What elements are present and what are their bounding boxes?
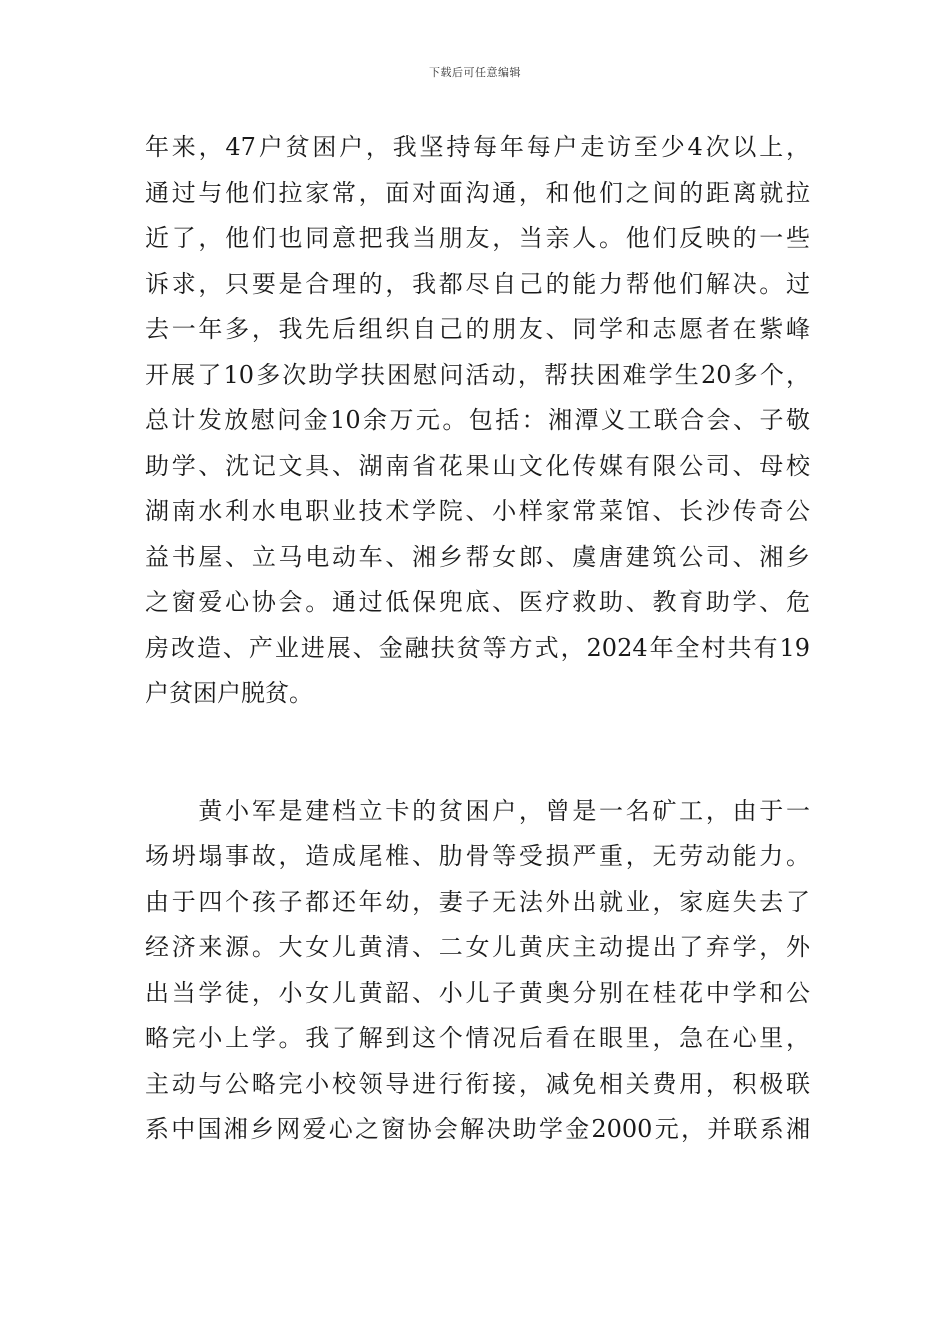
text-line: 近了，他们也同意把我当朋友，当亲人。他们反映的一些 <box>145 224 810 252</box>
paragraph-gap <box>145 717 810 789</box>
text-line: 房改造、产业进展、金融扶贫等方式，2024年全村共有19 <box>145 633 810 662</box>
document-body <box>145 125 810 1153</box>
text-line: 略完小上学。我了解到这个情况后看在眼里，急在心里， <box>145 1024 810 1052</box>
text-line: 通过与他们拉家常，面对面沟通，和他们之间的距离就拉 <box>145 178 810 207</box>
text-line: 湖南水利水电职业技术学院、小样家常菜馆、长沙传奇公 <box>145 497 810 525</box>
text-line: 出当学徒，小女儿黄韶、小儿子黄奥分别在桂花中学和公 <box>145 978 810 1007</box>
text-line: 诉求，只要是合理的，我都尽自己的能力帮他们解决。过 <box>145 269 810 298</box>
text-line: 去一年多，我先后组织自己的朋友、同学和志愿者在紫峰 <box>145 315 810 343</box>
paragraph-2 <box>145 789 810 1153</box>
text-line: 益书屋、立马电动车、湘乡帮女郎、虞唐建筑公司、湘乡 <box>145 542 810 571</box>
text-line: 主动与公略完小校领导进行衔接，减免相关费用，积极联 <box>145 1069 810 1098</box>
paragraph-1 <box>145 125 810 717</box>
text-line: 黄小军是建档立卡的贫困户，曾是一名矿工，由于一 <box>145 796 810 825</box>
text-line: 之窗爱心协会。通过低保兜底、医疗救助、教育助学、危 <box>145 588 810 616</box>
page-header: 下载后可任意编辑 <box>429 66 521 79</box>
text-line: 经济来源。大女儿黄清、二女儿黄庆主动提出了弃学，外 <box>145 933 810 961</box>
text-line: 由于四个孩子都还年幼，妻子无法外出就业，家庭失去了 <box>145 887 810 916</box>
text-line: 年来，47户贫困户，我坚持每年每户走访至少4次以上， <box>145 133 810 161</box>
text-line: 总计发放慰问金10余万元。包括：湘潭义工联合会、子敬 <box>145 406 810 434</box>
text-line: 系中国湘乡网爱心之窗协会解决助学金2000元，并联系湘 <box>145 1115 810 1143</box>
text-line: 户贫困户脱贫。 <box>145 679 313 707</box>
text-line: 开展了10多次助学扶困慰问活动，帮扶困难学生20多个， <box>145 360 810 389</box>
text-line: 场坍塌事故，造成尾椎、肋骨等受损严重，无劳动能力。 <box>145 842 810 870</box>
text-line: 助学、沈记文具、湖南省花果山文化传媒有限公司、母校 <box>145 451 810 480</box>
